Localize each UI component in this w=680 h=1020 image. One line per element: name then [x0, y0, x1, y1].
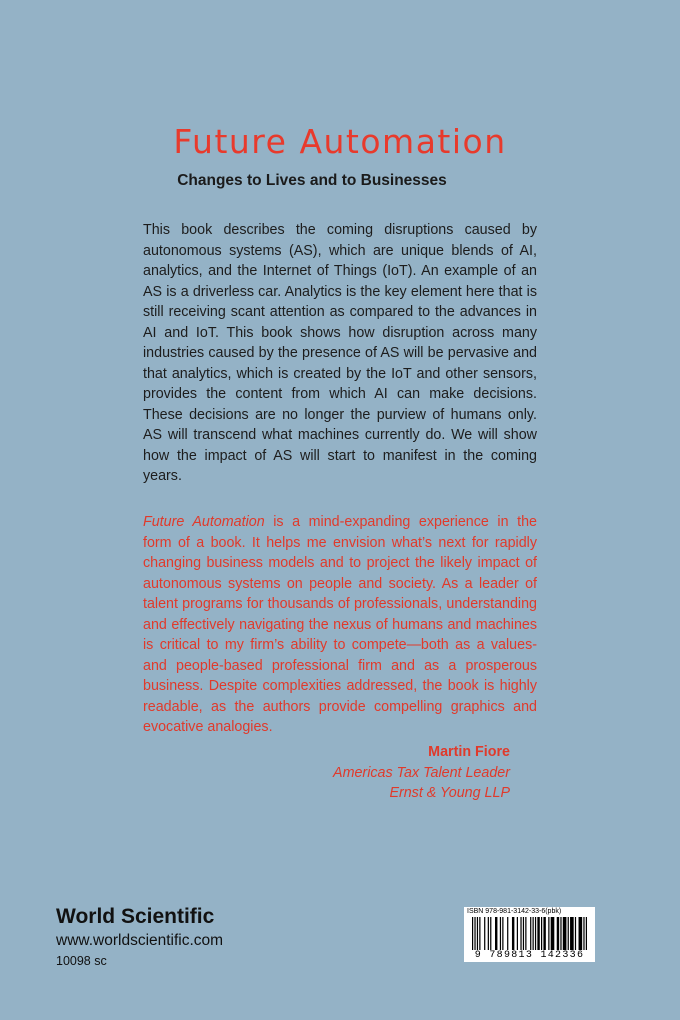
endorser-organization: Ernst & Young LLP	[389, 785, 510, 801]
barcode-bar	[563, 917, 567, 950]
barcode-bar	[579, 917, 583, 950]
barcode-bar	[517, 917, 518, 950]
endorsement-text: is a mind-expanding experience in the form of a book. It helps me envision what’s next for rapidly changing business models and to project the likely impact of autonomous systems on people and society. As a leader of talent programs for thousands of professionals, understanding and effectively navigating the nexus of humans and machines is critical to my firm’s ability to compete—both as a values- and people-based professional firm and as a prosperous business. Despite complexities addressed, the book is highly readable, as the authors provide compelling graphics and evocative analogies.	[143, 514, 537, 735]
barcode-bar	[512, 917, 514, 950]
book-title: Future Automation	[173, 122, 507, 161]
barcode-bar	[543, 917, 545, 950]
barcode-bar	[535, 917, 536, 950]
barcode-bar	[548, 917, 549, 950]
barcode-bar	[541, 917, 542, 950]
barcode-bar	[500, 917, 501, 950]
barcode-bar	[533, 917, 534, 950]
barcode-bar	[523, 917, 524, 950]
barcode-bar	[583, 917, 584, 950]
barcode-bar	[530, 917, 531, 950]
barcode-bar	[586, 917, 587, 950]
endorsement-attribution	[333, 742, 510, 804]
barcode-bar	[502, 917, 503, 950]
barcode-number: 9 789813 142336	[474, 950, 585, 961]
publisher-name: World Scientific	[56, 905, 215, 928]
barcode-bar	[490, 917, 491, 950]
barcode-bars	[466, 917, 593, 950]
endorser-name: Martin Fiore	[428, 744, 510, 760]
endorsement-quote	[143, 512, 537, 738]
endorser-role: Americas Tax Talent Leader	[333, 764, 510, 781]
barcode-bar	[551, 917, 555, 950]
isbn-label: ISBN 978-981-3142-33-6(pbk)	[467, 908, 562, 915]
publisher-url: www.worldscientific.com	[56, 932, 224, 949]
barcode-bar	[557, 917, 559, 950]
barcode-bar	[484, 917, 485, 950]
barcode-bar	[507, 917, 508, 950]
barcode-bar	[568, 917, 569, 950]
barcode-bar	[495, 917, 497, 950]
barcode-bar	[525, 917, 526, 950]
barcode-bar	[474, 917, 475, 950]
barcode-bar	[488, 917, 489, 950]
barcode-bar	[575, 917, 576, 950]
book-subtitle: Changes to Lives and to Businesses	[177, 172, 447, 189]
barcode-bar	[570, 917, 574, 950]
publisher-code: 10098 sc	[56, 954, 107, 968]
isbn-barcode	[464, 907, 595, 962]
endorsement-book-title: Future Automation	[143, 514, 265, 530]
barcode-bar	[520, 917, 521, 950]
barcode-bar	[537, 917, 539, 950]
barcode-bar	[472, 917, 473, 950]
barcode-bar	[560, 917, 561, 950]
publisher-block	[56, 904, 223, 970]
barcode-bar	[477, 917, 478, 950]
barcode-bar	[479, 917, 480, 950]
book-description: This book describes the coming disruptions caused by autonomous systems (AS), which are unique blends of AI, analytics, and the Internet of Things (IoT). An example of an AS is a driverless car. Analytics is the key element here that is still receiving scant attention as compared to the advances in AI and IoT. This book shows how disruption across many industries caused by the presence of AS will be pervasive and that analytics, which is created by the IoT and other sensors, provides the content from which AI can make decisions. These decisions are no longer the purview of humans only. AS will transcend what machines currently do. We will show how the impact of AS will start to manifest in the coming years.	[143, 222, 537, 484]
